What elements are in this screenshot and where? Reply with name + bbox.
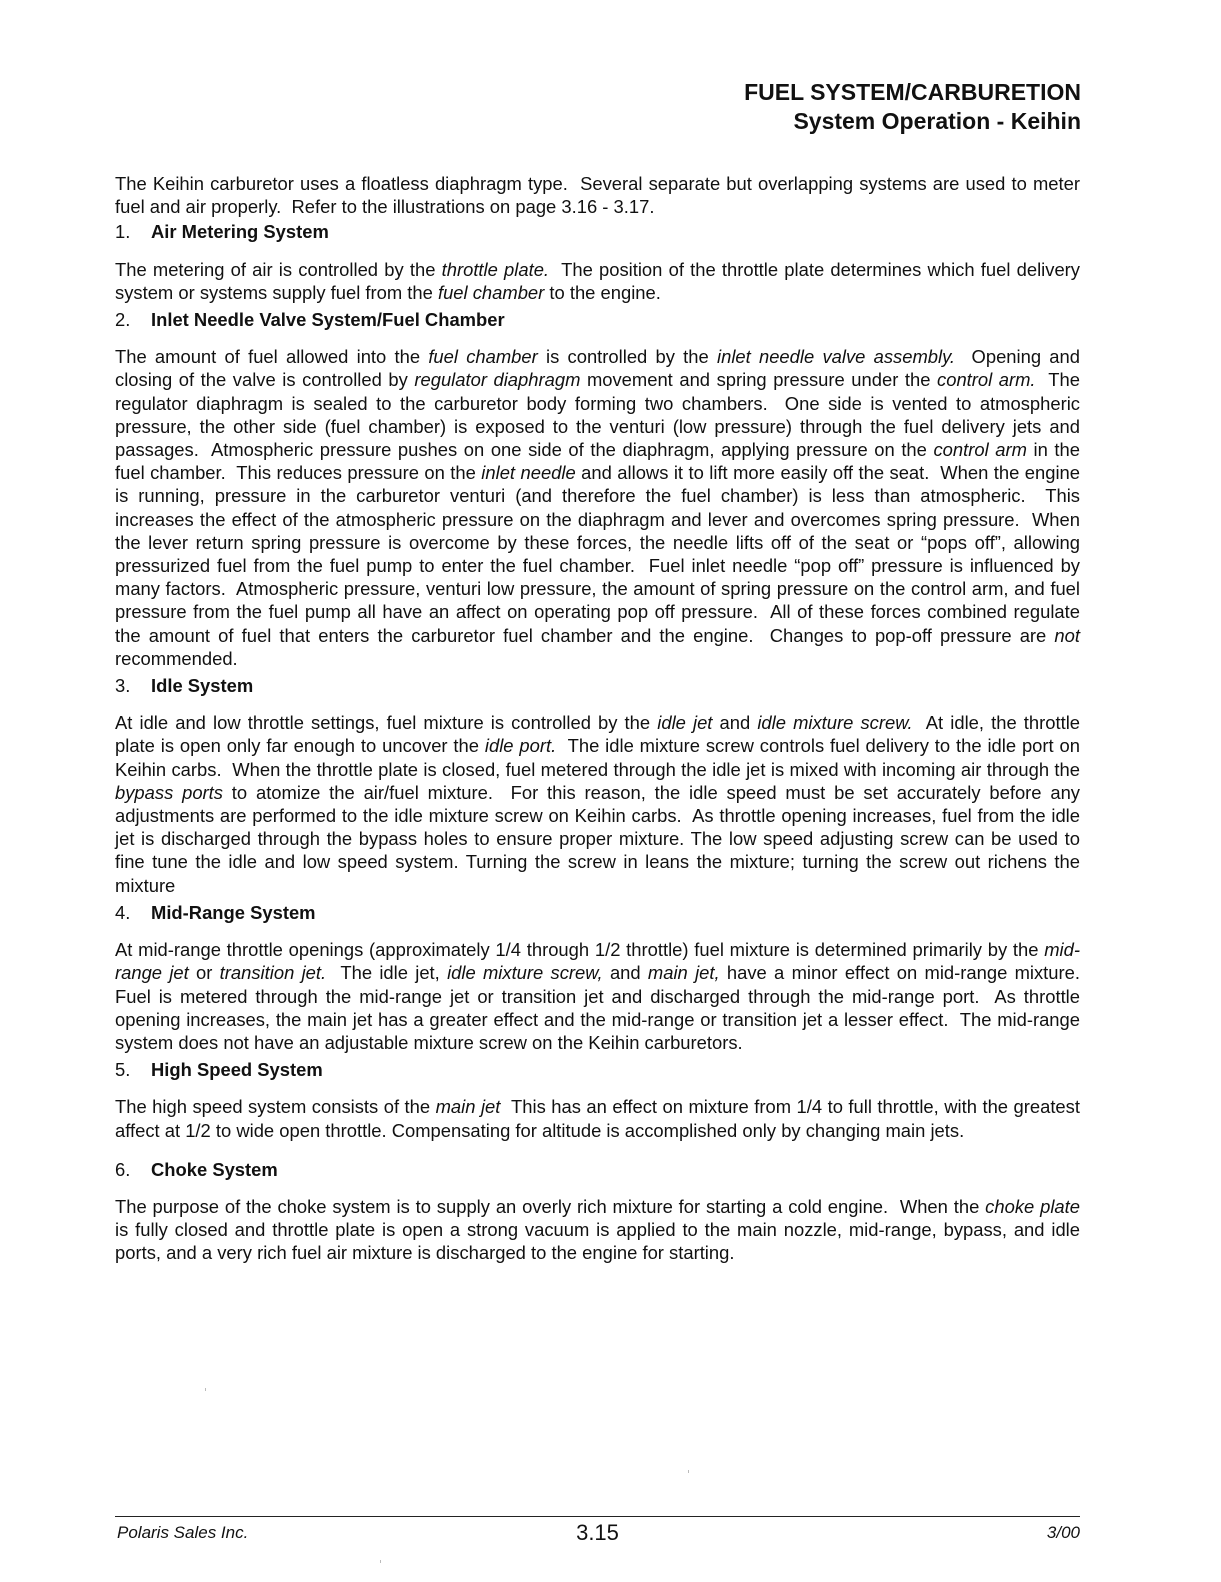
document-body: [115, 172, 1091, 1269]
section-number: 1.: [115, 221, 131, 243]
page-header: [744, 78, 1081, 136]
emphasis-text: idle mixture screw,: [447, 962, 603, 984]
body-text: recommended.: [115, 624, 1086, 669]
section-number: 6.: [115, 1158, 131, 1180]
emphasis-text: control arm: [933, 439, 1027, 461]
section-title-text: Mid-Range System: [151, 901, 316, 923]
emphasis-text: not: [1054, 624, 1080, 646]
section-heading: [115, 901, 1080, 924]
body-text: is controlled by the: [537, 346, 717, 368]
section-title-text: Air Metering System: [151, 221, 329, 243]
emphasis-text: bypass ports: [115, 781, 223, 803]
section-title-text: Idle System: [151, 675, 254, 697]
body-text: The idle jet,: [326, 962, 448, 984]
section-heading: [115, 220, 1080, 243]
body-text: The regulator diaphragm is sealed to the carburetor body forming two chambers. One side is vented to atmospheric pressure, the other side (fuel chamber) is exposed to the venturi (low pressure) through the fuel delivery jets and passages. Atmospheric pressure pushes on one side of the diaphragm, applying pressure on the: [115, 369, 1086, 461]
body-text: The position of the throttle plate determines which fuel delivery system or systems supply fuel from the: [115, 258, 1086, 303]
body-text: or: [188, 962, 220, 984]
emphasis-text: main jet: [435, 1096, 501, 1118]
section-heading: [115, 674, 1080, 697]
emphasis-text: throttle plate.: [441, 258, 550, 280]
body-text: At idle and low throttle settings, fuel mixture is controlled by the: [115, 712, 658, 734]
emphasis-text: idle jet: [657, 712, 713, 734]
emphasis-text: transition jet.: [219, 962, 327, 984]
section-heading: [115, 1058, 1080, 1081]
section-paragraph: [115, 938, 1091, 1054]
section-heading: [115, 1158, 1080, 1181]
section-paragraph: [115, 258, 1086, 304]
body-text: This has an effect on mixture from 1/4 to full throttle, with the greatest affect at 1/2 to wide open throttle. Compensating for altitude is accomplished only by changing main jets.: [115, 1096, 1086, 1141]
body-text: and: [602, 962, 648, 984]
section-number: 3.: [115, 675, 131, 697]
body-text: and allows it to lift more easily off the seat. When the engine is running, pressure in the carburetor venturi (and therefore the fuel chamber) is less than atmospheric. This increases the effect of the atmospheric pressure on the diaphragm and lever and overcomes spring pressure. When the lever return spring pressure is overcome by these forces, the needle lifts off of the seat or “pops off”, allowing pressurized fuel from the fuel pump to enter the fuel chamber. Fuel inlet needle “pop off” pressure is influenced by many factors. Atmospheric pressure, venturi low pressure, the amount of spring pressure on the control arm, and fuel pressure from the fuel pump all have an affect on operating pop off pressure. All of these forces combined regulate the amount of fuel that enters the carburetor fuel chamber and the engine. Changes to pop-off pressure are: [115, 462, 1086, 646]
section-title-text: High Speed System: [151, 1059, 323, 1081]
footer-publisher: Polaris Sales Inc.: [117, 1523, 249, 1542]
emphasis-text: mid-range jet: [115, 939, 1080, 984]
body-text: At mid-range throttle openings (approximately 1/4 through 1/2 throttle) fuel mixture is determined primarily by the: [115, 939, 1045, 961]
body-text: The high speed system consists of the: [115, 1096, 436, 1118]
emphasis-text: idle port.: [484, 735, 557, 757]
section-title-text: Choke System: [151, 1158, 278, 1180]
section-paragraph: [115, 711, 1086, 897]
body-text: have a minor effect on mid-range mixture. Fuel is metered through the mid-range jet or transition jet and discharged through the mid-range port. As throttle opening increases, the main jet has a greater effect and the mid-range or transition jet a lesser effect. The mid-range system does not have an adjustable mixture screw on the Keihin carburetors.: [115, 962, 1091, 1053]
body-text: The amount of fuel allowed into the: [115, 346, 429, 368]
body-text: The purpose of the choke system is to supply an overly rich mixture for starting a cold engine. When the: [115, 1195, 986, 1217]
footer-date: 3/00: [1046, 1523, 1080, 1542]
emphasis-text: fuel chamber: [437, 281, 545, 303]
page-footer: [115, 1520, 1080, 1550]
emphasis-text: inlet needle valve assembly.: [717, 346, 956, 368]
body-text: to the engine.: [544, 281, 661, 303]
scan-speck: [380, 1560, 381, 1563]
body-text: is fully closed and throttle plate is open a strong vacuum is applied to the main nozzle, mid-range, bypass, and idle ports, and a very rich fuel air mixture is discharged to the engine for starting.: [115, 1195, 1086, 1264]
section-paragraph: [115, 345, 1086, 670]
sections-container: [115, 220, 1091, 1264]
intro-paragraph: [115, 172, 1086, 218]
section-number: 4.: [115, 901, 131, 923]
body-text: The idle mixture screw controls fuel delivery to the idle port on Keihin carbs. When the throttle plate is closed, fuel metered through the idle jet is mixed with incoming air through the: [115, 735, 1086, 780]
emphasis-text: choke plate: [985, 1195, 1080, 1217]
section-number: 2.: [115, 309, 131, 331]
body-text: and: [712, 712, 758, 734]
section-title: System Operation - Keihin: [793, 108, 1081, 134]
body-text: At idle, the throttle plate is open only far enough to uncover the: [115, 712, 1086, 757]
section-paragraph: [115, 1095, 1086, 1141]
body-text: in the fuel chamber. This reduces pressure on the: [115, 439, 1086, 484]
emphasis-text: control arm.: [937, 369, 1036, 391]
scan-speck: [205, 1388, 206, 1391]
section-heading: [115, 308, 1080, 331]
emphasis-text: main jet,: [647, 962, 720, 984]
section-number: 5.: [115, 1059, 131, 1081]
body-text: to atomize the air/fuel mixture. For this reason, the idle speed must be set accurately before any adjustments are performed to the idle mixture screw on Keihin carbs. As throttle opening increases, fuel from the idle jet is discharged through the bypass holes to ensure proper mixture. The low speed adjusting screw can be used to fine tune the idle and low speed system. Turning the screw in leans the mixture; turning the screw out richens the mixture: [115, 781, 1086, 896]
emphasis-text: regulator diaphragm: [414, 369, 581, 391]
footer-page-number: 3.15: [576, 1520, 619, 1545]
chapter-title: FUEL SYSTEM/CARBURETION: [744, 79, 1081, 105]
body-text: The metering of air is controlled by the: [115, 258, 442, 280]
emphasis-text: fuel chamber: [428, 346, 538, 368]
emphasis-text: inlet needle: [481, 462, 576, 484]
body-text: Opening and closing of the valve is controlled by: [115, 346, 1086, 391]
scan-speck: [688, 1470, 689, 1473]
section-title-text: Inlet Needle Valve System/Fuel Chamber: [151, 309, 505, 331]
body-text: movement and spring pressure under the: [580, 369, 938, 391]
footer-rule: [115, 1516, 1080, 1517]
emphasis-text: idle mixture screw.: [757, 712, 913, 734]
section-paragraph: [115, 1195, 1086, 1265]
body-text: The Keihin carburetor uses a floatless diaphragm type. Several separate but overlapping systems are used to meter fuel and air properly. Refer to the illustrations on page 3.16 - 3.17.: [115, 173, 1086, 218]
